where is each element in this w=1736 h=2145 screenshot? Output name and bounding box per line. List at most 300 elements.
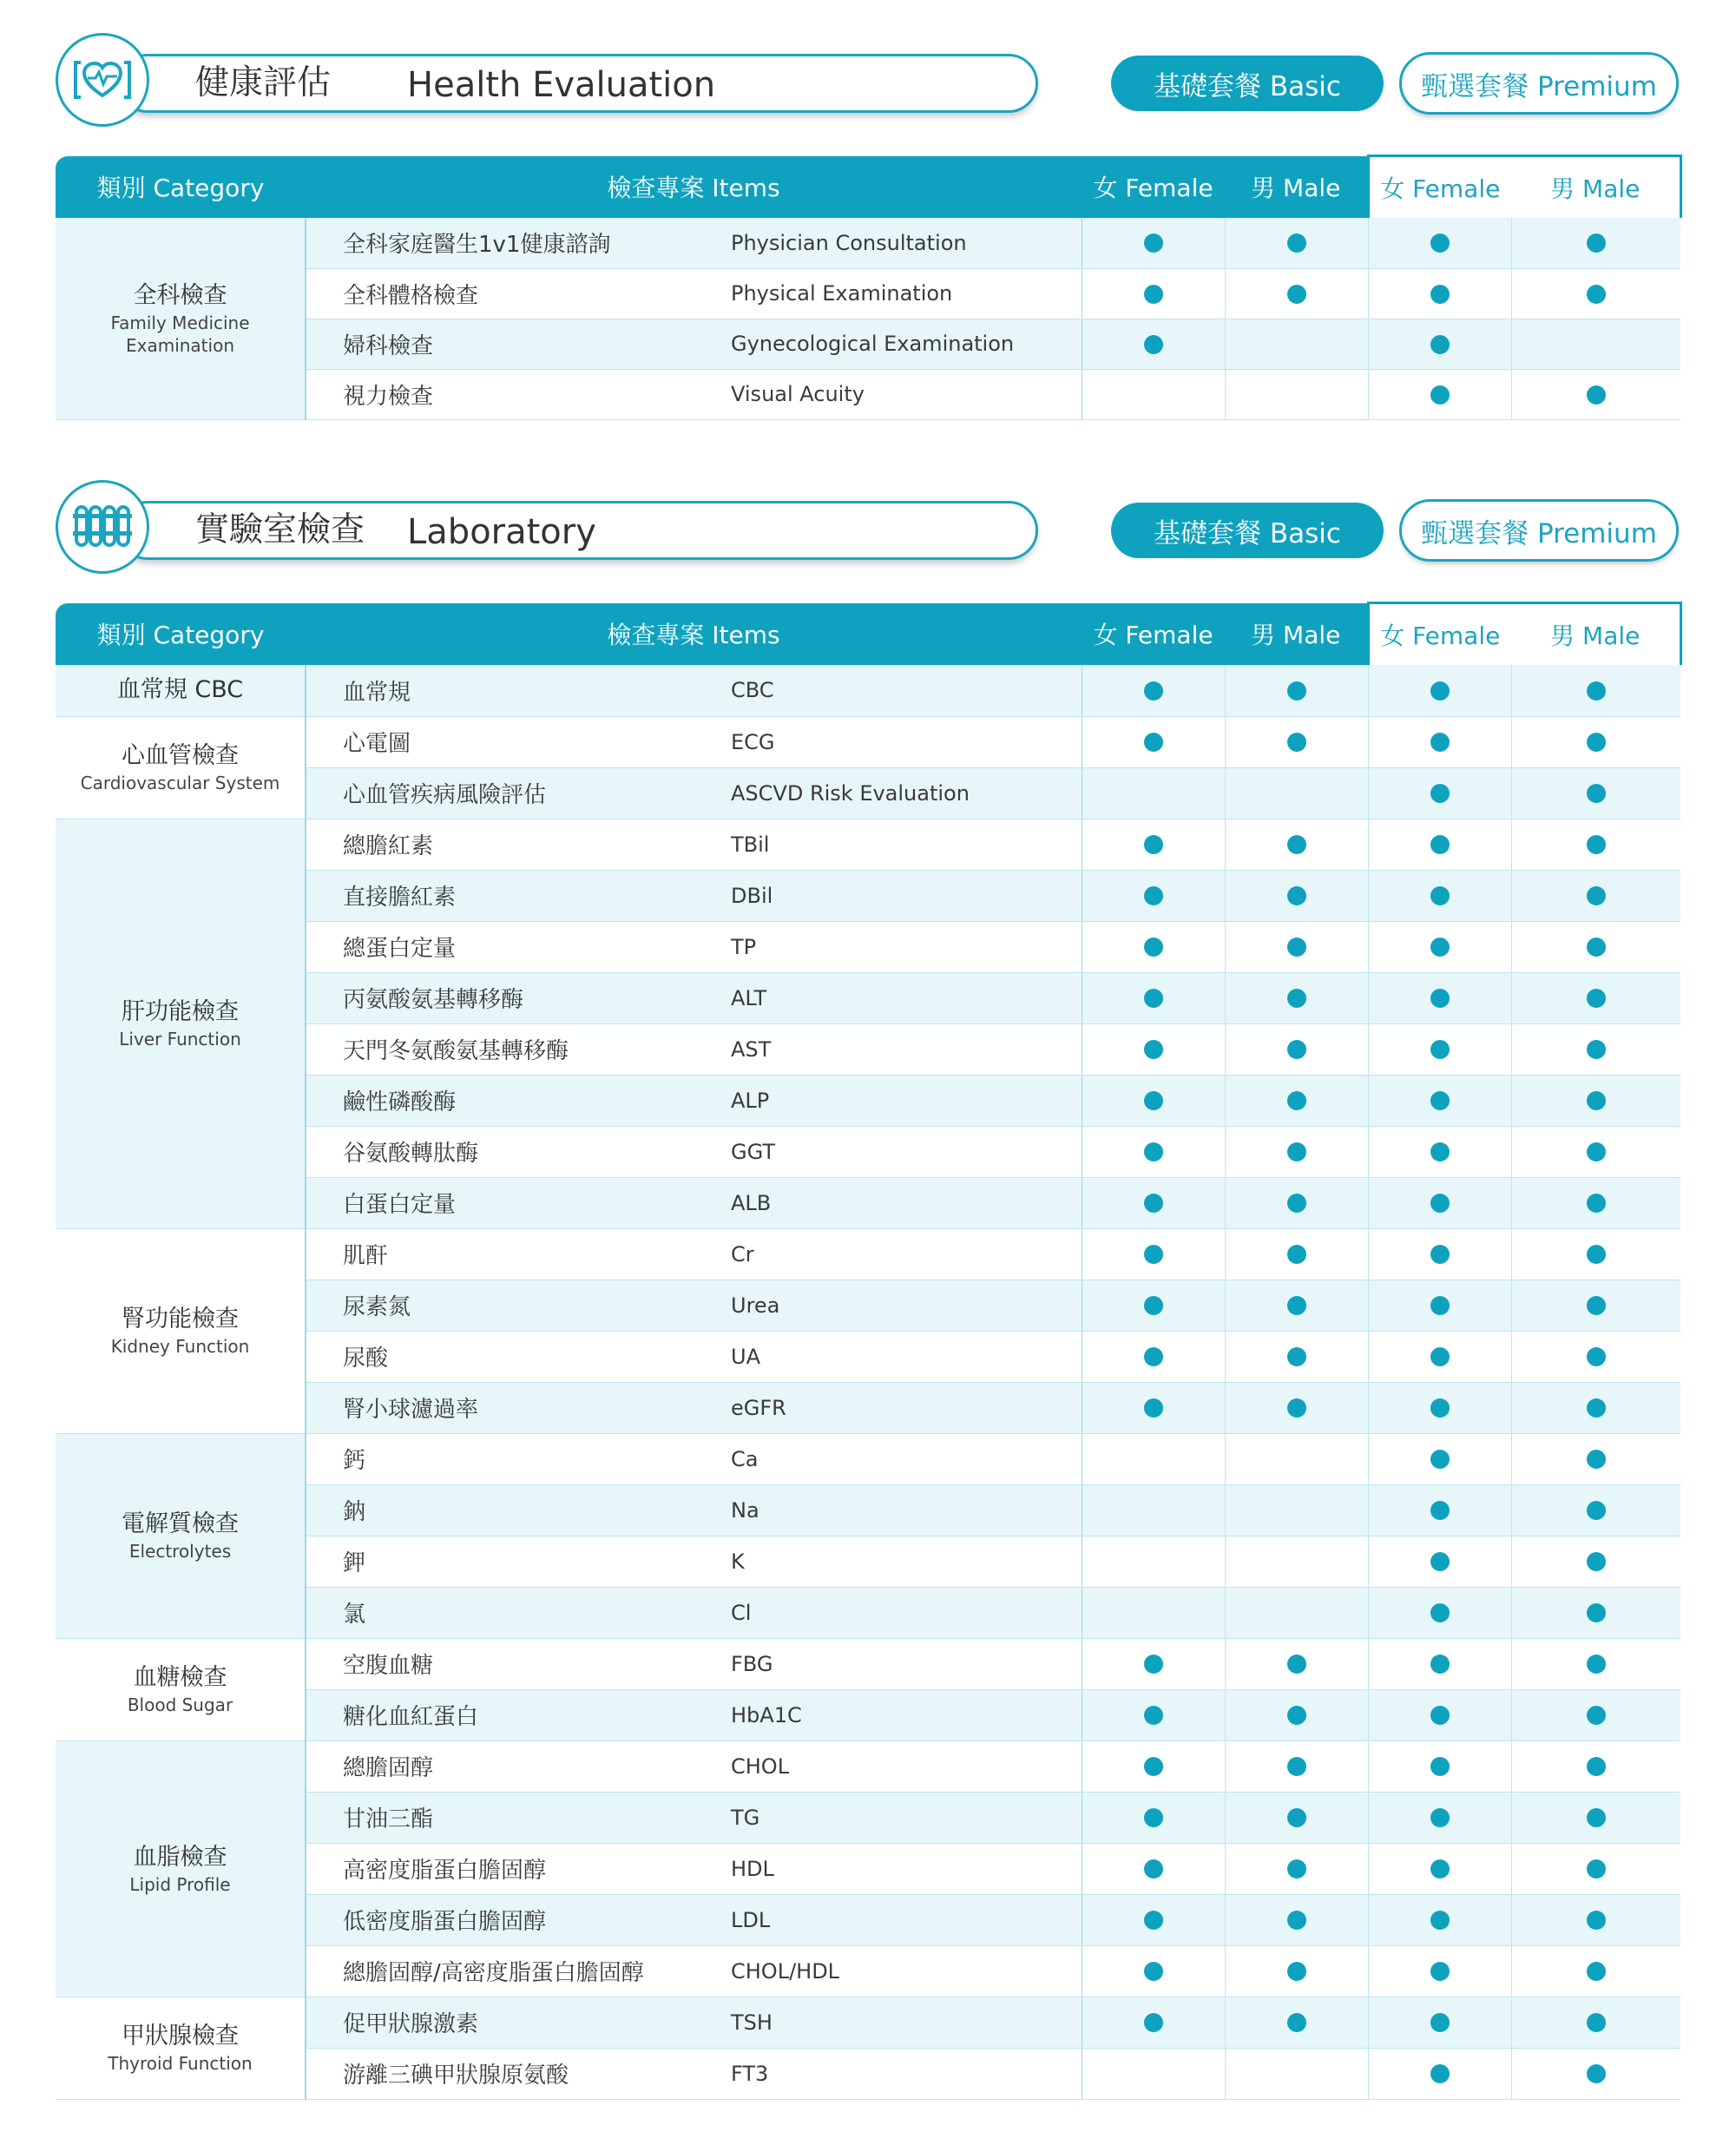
included-dot-icon (1144, 733, 1163, 752)
included-dot-icon (1587, 285, 1606, 304)
header-premium-female: 女 Female (1368, 603, 1511, 666)
lab-section-header (56, 480, 1680, 602)
basic-female-mark-cell (1082, 972, 1225, 1023)
premium-male-mark-cell (1511, 1894, 1680, 1945)
category-cell (56, 1638, 306, 1740)
premium-male-mark-cell (1511, 1484, 1680, 1536)
basic-female-mark-cell (1082, 819, 1225, 870)
premium-package-button[interactable]: 甄選套餐 Premium (1399, 499, 1679, 562)
premium-female-mark-cell (1368, 972, 1511, 1023)
included-dot-icon (1430, 2064, 1450, 2083)
included-dot-icon (1430, 1450, 1450, 1469)
item-name-en: Gynecological Examination (731, 319, 1082, 369)
premium-female-mark-cell (1368, 1689, 1511, 1740)
item-name-zh: 肌酐 (306, 1228, 731, 1280)
header-category: 類別 Category (56, 156, 306, 219)
item-name-zh: 總膽固醇/高密度脂蛋白膽固醇 (306, 1945, 731, 1997)
included-dot-icon (1430, 2013, 1450, 2032)
lab-title-en: Laboratory (407, 512, 596, 552)
basic-female-mark-cell (1082, 1587, 1225, 1638)
premium-male-mark-cell (1511, 1228, 1680, 1280)
basic-male-mark-cell (1225, 870, 1368, 921)
item-name-zh: 天門冬氨酸氨基轉移酶 (306, 1023, 731, 1075)
category-name-en: Kidney Function (110, 1336, 250, 1357)
header-premium-male: 男 Male (1511, 603, 1680, 666)
health-section (56, 33, 1680, 420)
premium-female-mark-cell (1368, 369, 1511, 419)
premium-male-mark-cell (1511, 1433, 1680, 1484)
item-name-en: Physical Examination (731, 268, 1082, 319)
item-name-zh: 全科家庭醫生1v1健康諮詢 (306, 218, 731, 268)
included-dot-icon (1287, 938, 1306, 957)
health-title-zh: 健康評估 (195, 63, 332, 102)
included-dot-icon (1287, 1859, 1306, 1879)
item-name-en: K (731, 1536, 1082, 1587)
item-name-zh: 視力檢查 (306, 369, 731, 419)
premium-male-mark-cell (1511, 369, 1680, 419)
premium-male-mark-cell (1511, 1280, 1680, 1331)
category-name-en: Thyroid Function (108, 2053, 253, 2074)
item-name-zh: 甘油三酯 (306, 1792, 731, 1843)
included-dot-icon (1587, 784, 1606, 803)
basic-male-mark-cell (1225, 1331, 1368, 1382)
included-dot-icon (1430, 835, 1450, 854)
basic-male-mark-cell (1225, 972, 1368, 1023)
basic-male-mark-cell (1225, 1689, 1368, 1740)
item-name-zh: 空腹血糖 (306, 1638, 731, 1689)
included-dot-icon (1144, 835, 1163, 854)
item-name-zh: 尿酸 (306, 1331, 731, 1382)
premium-male-mark-cell (1511, 819, 1680, 870)
lab-table-header (56, 603, 1680, 666)
item-name-en: CBC (731, 665, 1082, 716)
item-name-zh: 總膽紅素 (306, 819, 731, 870)
included-dot-icon (1587, 1040, 1606, 1059)
basic-male-mark-cell (1225, 319, 1368, 369)
basic-male-mark-cell (1225, 1484, 1368, 1536)
basic-male-mark-cell (1225, 716, 1368, 767)
included-dot-icon (1430, 1859, 1450, 1879)
included-dot-icon (1430, 1091, 1450, 1110)
premium-female-mark-cell (1368, 1587, 1511, 1638)
included-dot-icon (1587, 1091, 1606, 1110)
included-dot-icon (1144, 681, 1163, 701)
item-name-en: Urea (731, 1280, 1082, 1331)
premium-female-mark-cell (1368, 1484, 1511, 1536)
basic-female-mark-cell (1082, 1536, 1225, 1587)
category-name-en: Cardiovascular System (80, 773, 280, 793)
basic-male-mark-cell (1225, 1382, 1368, 1433)
item-name-en: LDL (731, 1894, 1082, 1945)
premium-female-mark-cell (1368, 921, 1511, 972)
basic-female-mark-cell (1082, 921, 1225, 972)
category-name-zh: 血糖檢查 (133, 1664, 227, 1691)
test-tubes-icon (56, 480, 149, 574)
premium-female-mark-cell (1368, 1638, 1511, 1689)
item-name-en: FT3 (731, 2048, 1082, 2099)
table-row (56, 1740, 1680, 1792)
premium-package-button[interactable]: 甄選套餐 Premium (1399, 52, 1679, 115)
health-table-body (56, 218, 1680, 419)
premium-male-mark-cell (1511, 1382, 1680, 1433)
basic-male-mark-cell (1225, 268, 1368, 319)
item-name-en: AST (731, 1023, 1082, 1075)
header-items: 檢查專案 Items (306, 156, 1082, 219)
category-cell (56, 716, 306, 819)
included-dot-icon (1430, 385, 1450, 405)
included-dot-icon (1430, 1962, 1450, 1981)
premium-male-mark-cell (1511, 1843, 1680, 1894)
included-dot-icon (1144, 2013, 1163, 2032)
premium-male-mark-cell (1511, 1023, 1680, 1075)
basic-male-mark-cell (1225, 1843, 1368, 1894)
included-dot-icon (1587, 1757, 1606, 1776)
premium-female-mark-cell (1368, 1331, 1511, 1382)
included-dot-icon (1587, 1962, 1606, 1981)
basic-male-mark-cell (1225, 1945, 1368, 1997)
item-name-zh: 全科體格檢查 (306, 268, 731, 319)
included-dot-icon (1587, 234, 1606, 253)
basic-female-mark-cell (1082, 1177, 1225, 1228)
included-dot-icon (1430, 733, 1450, 752)
item-name-en: Cl (731, 1587, 1082, 1638)
included-dot-icon (1287, 1808, 1306, 1827)
included-dot-icon (1287, 1040, 1306, 1059)
basic-male-mark-cell (1225, 1075, 1368, 1126)
table-row (56, 1638, 1680, 1689)
included-dot-icon (1430, 1142, 1450, 1161)
basic-male-mark-cell (1225, 1587, 1368, 1638)
item-name-zh: 鈉 (306, 1484, 731, 1536)
basic-female-mark-cell (1082, 2048, 1225, 2099)
premium-male-mark-cell (1511, 319, 1680, 369)
item-name-zh: 鹼性磷酸酶 (306, 1075, 731, 1126)
premium-male-mark-cell (1511, 1177, 1680, 1228)
included-dot-icon (1144, 285, 1163, 304)
included-dot-icon (1430, 1040, 1450, 1059)
premium-male-mark-cell (1511, 1075, 1680, 1126)
included-dot-icon (1587, 681, 1606, 701)
category-name-zh: 電解質檢查 (122, 1510, 239, 1537)
included-dot-icon (1430, 784, 1450, 803)
lab-table (56, 602, 1682, 2100)
item-name-zh: 鈣 (306, 1433, 731, 1484)
included-dot-icon (1144, 1706, 1163, 1725)
premium-female-mark-cell (1368, 1997, 1511, 2048)
item-name-zh: 心電圖 (306, 716, 731, 767)
table-row (56, 218, 1680, 268)
included-dot-icon (1287, 285, 1306, 304)
included-dot-icon (1144, 1655, 1163, 1674)
included-dot-icon (1287, 1911, 1306, 1930)
premium-male-mark-cell (1511, 870, 1680, 921)
item-name-en: TP (731, 921, 1082, 972)
item-name-zh: 游離三碘甲狀腺原氨酸 (306, 2048, 731, 2099)
basic-male-mark-cell (1225, 1177, 1368, 1228)
included-dot-icon (1144, 335, 1163, 354)
included-dot-icon (1144, 234, 1163, 253)
category-name-en: Blood Sugar (127, 1694, 233, 1715)
included-dot-icon (1587, 1706, 1606, 1725)
included-dot-icon (1287, 1655, 1306, 1674)
item-name-en: HbA1C (731, 1689, 1082, 1740)
item-name-zh: 腎小球濾過率 (306, 1382, 731, 1433)
item-name-en: Physician Consultation (731, 218, 1082, 268)
basic-female-mark-cell (1082, 1894, 1225, 1945)
item-name-en: ALP (731, 1075, 1082, 1126)
lab-title-zh: 實驗室檢查 (195, 510, 365, 549)
included-dot-icon (1287, 1142, 1306, 1161)
included-dot-icon (1587, 733, 1606, 752)
item-name-en: TG (731, 1792, 1082, 1843)
item-name-en: ALT (731, 972, 1082, 1023)
health-table (56, 155, 1682, 420)
item-name-zh: 低密度脂蛋白膽固醇 (306, 1894, 731, 1945)
table-row (56, 1997, 1680, 2048)
item-name-en: FBG (731, 1638, 1082, 1689)
basic-male-mark-cell (1225, 218, 1368, 268)
item-name-zh: 血常規 (306, 665, 731, 716)
premium-male-mark-cell (1511, 767, 1680, 819)
category-cell (56, 819, 306, 1228)
category-name-en: Electrolytes (128, 1541, 232, 1562)
premium-male-mark-cell (1511, 1587, 1680, 1638)
included-dot-icon (1144, 1347, 1163, 1366)
premium-male-mark-cell (1511, 218, 1680, 268)
basic-female-mark-cell (1082, 1997, 1225, 2048)
included-dot-icon (1430, 1911, 1450, 1930)
category-cell (56, 1740, 306, 1997)
included-dot-icon (1587, 385, 1606, 405)
basic-male-mark-cell (1225, 1792, 1368, 1843)
basic-female-mark-cell (1082, 1228, 1225, 1280)
basic-package-button[interactable]: 基礎套餐 Basic (1111, 56, 1384, 111)
item-name-zh: 婦科檢查 (306, 319, 731, 369)
included-dot-icon (1287, 1296, 1306, 1315)
item-name-en: ASCVD Risk Evaluation (731, 767, 1082, 819)
category-cell (56, 218, 306, 419)
included-dot-icon (1587, 1245, 1606, 1264)
item-name-zh: 直接膽紅素 (306, 870, 731, 921)
basic-female-mark-cell (1082, 1382, 1225, 1433)
included-dot-icon (1587, 835, 1606, 854)
category-cell (56, 1997, 306, 2099)
premium-male-mark-cell (1511, 665, 1680, 716)
item-name-zh: 谷氨酸轉肽酶 (306, 1126, 731, 1177)
included-dot-icon (1430, 1296, 1450, 1315)
premium-female-mark-cell (1368, 1894, 1511, 1945)
included-dot-icon (1587, 2064, 1606, 2083)
category-name-en: Lipid Profile (129, 1873, 231, 1895)
basic-male-mark-cell (1225, 1997, 1368, 2048)
premium-female-mark-cell (1368, 1740, 1511, 1792)
included-dot-icon (1430, 938, 1450, 957)
basic-female-mark-cell (1082, 369, 1225, 419)
category-name-zh: 甲狀腺檢查 (122, 2023, 239, 2050)
premium-male-mark-cell (1511, 921, 1680, 972)
item-name-en: CHOL (731, 1740, 1082, 1792)
premium-female-mark-cell (1368, 716, 1511, 767)
health-table-header (56, 156, 1680, 219)
premium-female-mark-cell (1368, 1433, 1511, 1484)
premium-female-mark-cell (1368, 1023, 1511, 1075)
included-dot-icon (1587, 1142, 1606, 1161)
included-dot-icon (1587, 1296, 1606, 1315)
included-dot-icon (1587, 1398, 1606, 1418)
included-dot-icon (1144, 1040, 1163, 1059)
category-name-zh: 腎功能檢查 (122, 1306, 239, 1332)
item-name-en: eGFR (731, 1382, 1082, 1433)
included-dot-icon (1287, 1194, 1306, 1213)
basic-male-mark-cell (1225, 1433, 1368, 1484)
included-dot-icon (1144, 1142, 1163, 1161)
premium-male-mark-cell (1511, 1997, 1680, 2048)
basic-female-mark-cell (1082, 1792, 1225, 1843)
premium-male-mark-cell (1511, 1126, 1680, 1177)
included-dot-icon (1430, 1655, 1450, 1674)
table-row (56, 1433, 1680, 1484)
premium-female-mark-cell (1368, 218, 1511, 268)
included-dot-icon (1144, 938, 1163, 957)
premium-female-mark-cell (1368, 319, 1511, 369)
premium-female-mark-cell (1368, 819, 1511, 870)
basic-male-mark-cell (1225, 767, 1368, 819)
item-name-zh: 尿素氮 (306, 1280, 731, 1331)
premium-male-mark-cell (1511, 1689, 1680, 1740)
basic-female-mark-cell (1082, 218, 1225, 268)
premium-male-mark-cell (1511, 1536, 1680, 1587)
basic-male-mark-cell (1225, 1228, 1368, 1280)
included-dot-icon (1430, 335, 1450, 354)
premium-male-mark-cell (1511, 1792, 1680, 1843)
basic-male-mark-cell (1225, 1023, 1368, 1075)
included-dot-icon (1587, 2013, 1606, 2032)
header-premium-male: 男 Male (1511, 156, 1680, 219)
item-name-zh: 高密度脂蛋白膽固醇 (306, 1843, 731, 1894)
included-dot-icon (1144, 989, 1163, 1008)
included-dot-icon (1587, 1655, 1606, 1674)
basic-female-mark-cell (1082, 1331, 1225, 1382)
premium-female-mark-cell (1368, 1382, 1511, 1433)
included-dot-icon (1430, 1245, 1450, 1264)
basic-female-mark-cell (1082, 1023, 1225, 1075)
premium-female-mark-cell (1368, 1536, 1511, 1587)
included-dot-icon (1587, 1552, 1606, 1571)
item-name-en: TSH (731, 1997, 1082, 2048)
category-cell (56, 1228, 306, 1433)
included-dot-icon (1144, 1245, 1163, 1264)
item-name-en: Na (731, 1484, 1082, 1536)
item-name-zh: 白蛋白定量 (306, 1177, 731, 1228)
included-dot-icon (1287, 886, 1306, 905)
premium-male-mark-cell (1511, 716, 1680, 767)
category-name-zh: 血脂檢查 (133, 1843, 227, 1871)
item-name-zh: 鉀 (306, 1536, 731, 1587)
included-dot-icon (1287, 989, 1306, 1008)
basic-female-mark-cell (1082, 268, 1225, 319)
basic-female-mark-cell (1082, 319, 1225, 369)
basic-female-mark-cell (1082, 1433, 1225, 1484)
basic-female-mark-cell (1082, 665, 1225, 716)
category-name-zh: 心血管檢查 (122, 742, 239, 769)
table-row (56, 819, 1680, 870)
basic-package-button[interactable]: 基礎套餐 Basic (1111, 503, 1384, 558)
health-title-en: Health Evaluation (407, 65, 716, 105)
included-dot-icon (1144, 1296, 1163, 1315)
item-name-en: Cr (731, 1228, 1082, 1280)
premium-male-mark-cell (1511, 1740, 1680, 1792)
included-dot-icon (1287, 1962, 1306, 1981)
premium-male-mark-cell (1511, 972, 1680, 1023)
header-basic-male: 男 Male (1225, 603, 1368, 666)
health-section-header (56, 33, 1680, 155)
premium-male-mark-cell (1511, 1638, 1680, 1689)
lab-title-pill (118, 501, 1038, 560)
basic-female-mark-cell (1082, 1740, 1225, 1792)
premium-female-mark-cell (1368, 2048, 1511, 2099)
category-name-zh: 全科檢查 (133, 281, 227, 309)
included-dot-icon (1287, 1245, 1306, 1264)
included-dot-icon (1587, 938, 1606, 957)
included-dot-icon (1587, 989, 1606, 1008)
basic-male-mark-cell (1225, 1126, 1368, 1177)
premium-female-mark-cell (1368, 1177, 1511, 1228)
lab-section (56, 480, 1680, 2100)
item-name-zh: 心血管疾病風險評估 (306, 767, 731, 819)
basic-male-mark-cell (1225, 1894, 1368, 1945)
included-dot-icon (1287, 681, 1306, 701)
basic-male-mark-cell (1225, 1638, 1368, 1689)
basic-female-mark-cell (1082, 1280, 1225, 1331)
included-dot-icon (1430, 1552, 1450, 1571)
included-dot-icon (1144, 1911, 1163, 1930)
included-dot-icon (1430, 1808, 1450, 1827)
premium-female-mark-cell (1368, 1126, 1511, 1177)
premium-female-mark-cell (1368, 767, 1511, 819)
included-dot-icon (1587, 1347, 1606, 1366)
category-name-en: Liver Function (119, 1029, 241, 1049)
item-name-zh: 總蛋白定量 (306, 921, 731, 972)
premium-female-mark-cell (1368, 870, 1511, 921)
premium-female-mark-cell (1368, 1228, 1511, 1280)
header-basic-female: 女 Female (1082, 603, 1225, 666)
item-name-en: ECG (731, 716, 1082, 767)
basic-male-mark-cell (1225, 1280, 1368, 1331)
basic-female-mark-cell (1082, 1484, 1225, 1536)
heart-monitor-icon (56, 33, 149, 127)
included-dot-icon (1144, 1091, 1163, 1110)
basic-male-mark-cell (1225, 665, 1368, 716)
included-dot-icon (1287, 835, 1306, 854)
included-dot-icon (1287, 1091, 1306, 1110)
basic-female-mark-cell (1082, 1126, 1225, 1177)
category-cell (56, 665, 306, 716)
basic-female-mark-cell (1082, 1945, 1225, 1997)
category-cell (56, 1433, 306, 1638)
basic-male-mark-cell (1225, 369, 1368, 419)
header-premium-female: 女 Female (1368, 156, 1511, 219)
category-name-zh: 肝功能檢查 (122, 998, 239, 1025)
premium-female-mark-cell (1368, 268, 1511, 319)
table-row (56, 665, 1680, 716)
included-dot-icon (1587, 1501, 1606, 1520)
included-dot-icon (1430, 285, 1450, 304)
included-dot-icon (1430, 1501, 1450, 1520)
item-name-zh: 氯 (306, 1587, 731, 1638)
basic-female-mark-cell (1082, 716, 1225, 767)
included-dot-icon (1144, 1962, 1163, 1981)
basic-male-mark-cell (1225, 1536, 1368, 1587)
